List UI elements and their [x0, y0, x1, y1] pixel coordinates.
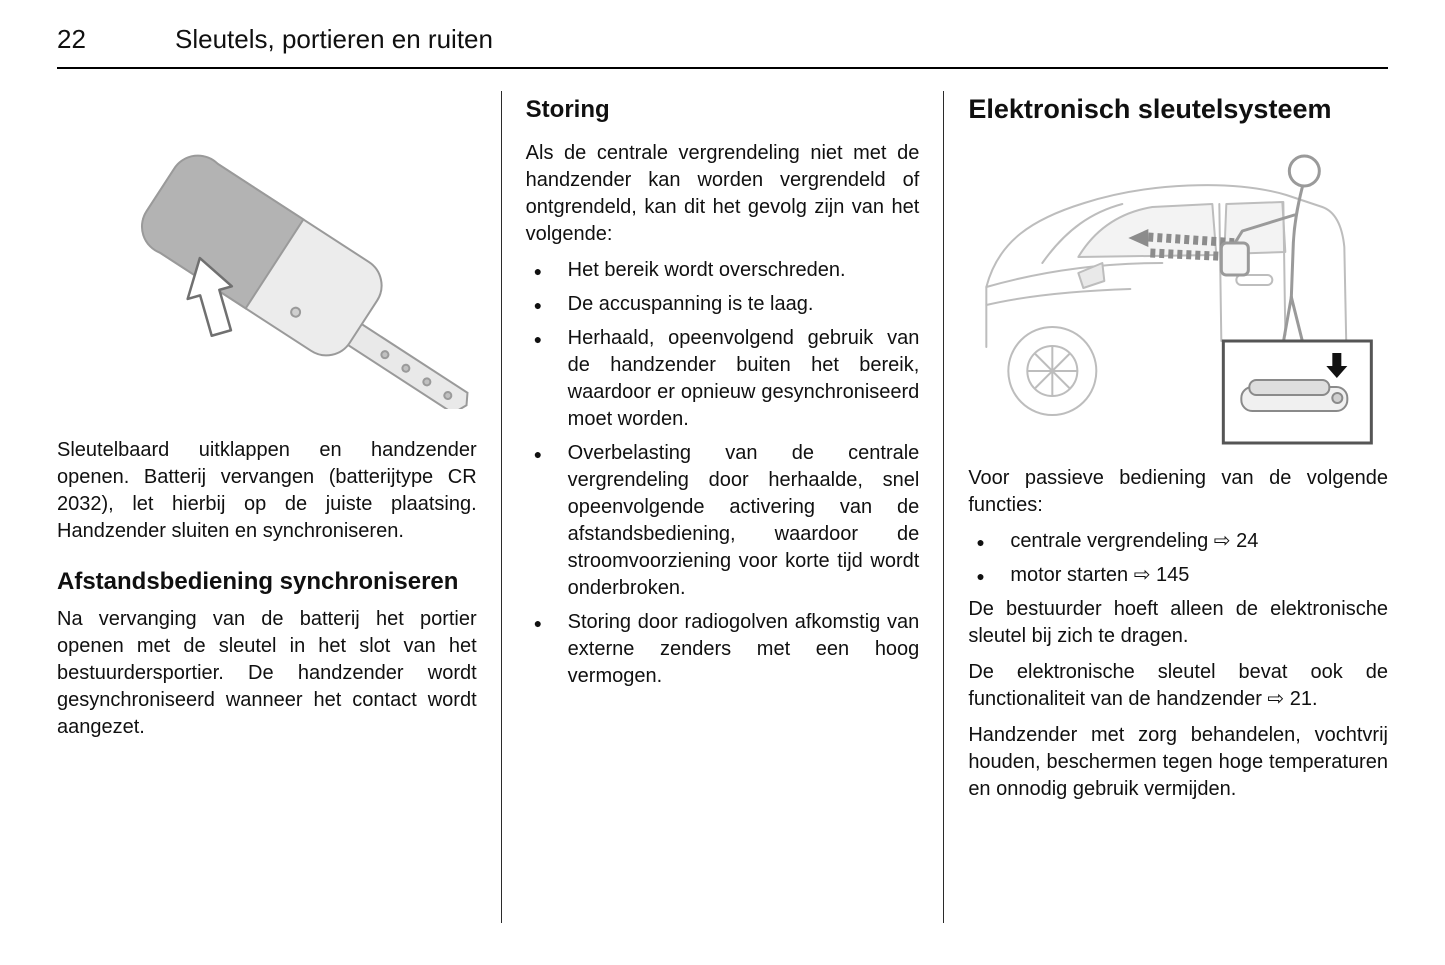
column-remote-key: [57, 91, 501, 923]
fault-heading: Storing: [525, 96, 610, 123]
page-number: 22: [57, 24, 86, 54]
list-item: ● Storing door radiogolven afkomstig van externe zenders met een hoog vermogen.: [526, 609, 920, 690]
fault-intro-paragraph: Als de centrale vergrendeling niet met de handzender kan worden vergrendeld of ontgrendeld, kan dit het gevolg zijn van het volgende:: [525, 142, 920, 245]
column-fault: [501, 91, 945, 923]
care-paragraph: Handzender met zorg behandelen, vochtvrij houden, beschermen tegen hoge temperaturen en onnodig gebruik vermijden.: [968, 724, 1388, 800]
list-item: ● motor starten ⇨ 145: [968, 562, 1388, 589]
bag: [1222, 243, 1249, 275]
driver-paragraph: De bestuurder hoeft alleen de elektronische sleutel bij zich te dragen.: [968, 598, 1388, 647]
list-item: ● Overbelasting van de centrale vergrendeling door herhaalde, snel opeenvolgende activering van de afstandsbediening, waardoor de stroomvoorziening voor korte tijd wordt onderbroken.: [526, 440, 920, 602]
passive-function-list: [968, 528, 1388, 589]
function-paragraph: De elektronische sleutel bevat ook de functionaliteit van de handzender ⇨ 21.: [968, 661, 1388, 710]
key-fob-figure: [57, 91, 477, 409]
list-item: ● De accuspanning is te laag.: [526, 291, 920, 318]
list-item: ● Herhaald, opeenvolgend gebruik van de handzender buiten het bereik, waardoor er opnieuw gesynchroniseerd moet worden.: [526, 325, 920, 433]
passive-intro-paragraph: Voor passieve bediening van de volgende functies:: [968, 467, 1388, 516]
list-item: ● Het bereik wordt overschreden.: [526, 257, 920, 284]
remote-sync-paragraph: Na vervanging van de batterij het portier openen met de sleutel in het slot van het bestuurdersportier. De handzender wordt gesynchroniseerd wanneer het contact wordt aangezet.: [57, 608, 477, 738]
chapter-title: Sleutels, portieren en ruiten: [175, 24, 493, 54]
keyless-entry-figure: [968, 135, 1388, 447]
car-illustration: [968, 135, 1388, 447]
remote-sync-heading: Afstandsbediening synchroniseren: [57, 568, 459, 595]
fault-cause-list: [526, 257, 920, 690]
electronic-key-heading: Elektronisch sleutelsysteem: [968, 94, 1332, 124]
key-fob-illustration: [57, 91, 477, 409]
list-item: ● centrale vergrendeling ⇨ 24: [968, 528, 1388, 555]
door-handle-inset: [1224, 341, 1372, 443]
content-columns: [57, 91, 1388, 923]
battery-replacement-paragraph: Sleutelbaard uitklappen en handzender openen. Batterij vervangen (batterijtype CR 2032), let hierbij op de juiste plaatsing. Handzender sluiten en synchroniseren.: [57, 439, 477, 542]
column-electronic-key: [944, 91, 1388, 923]
page-header: [57, 24, 1388, 69]
